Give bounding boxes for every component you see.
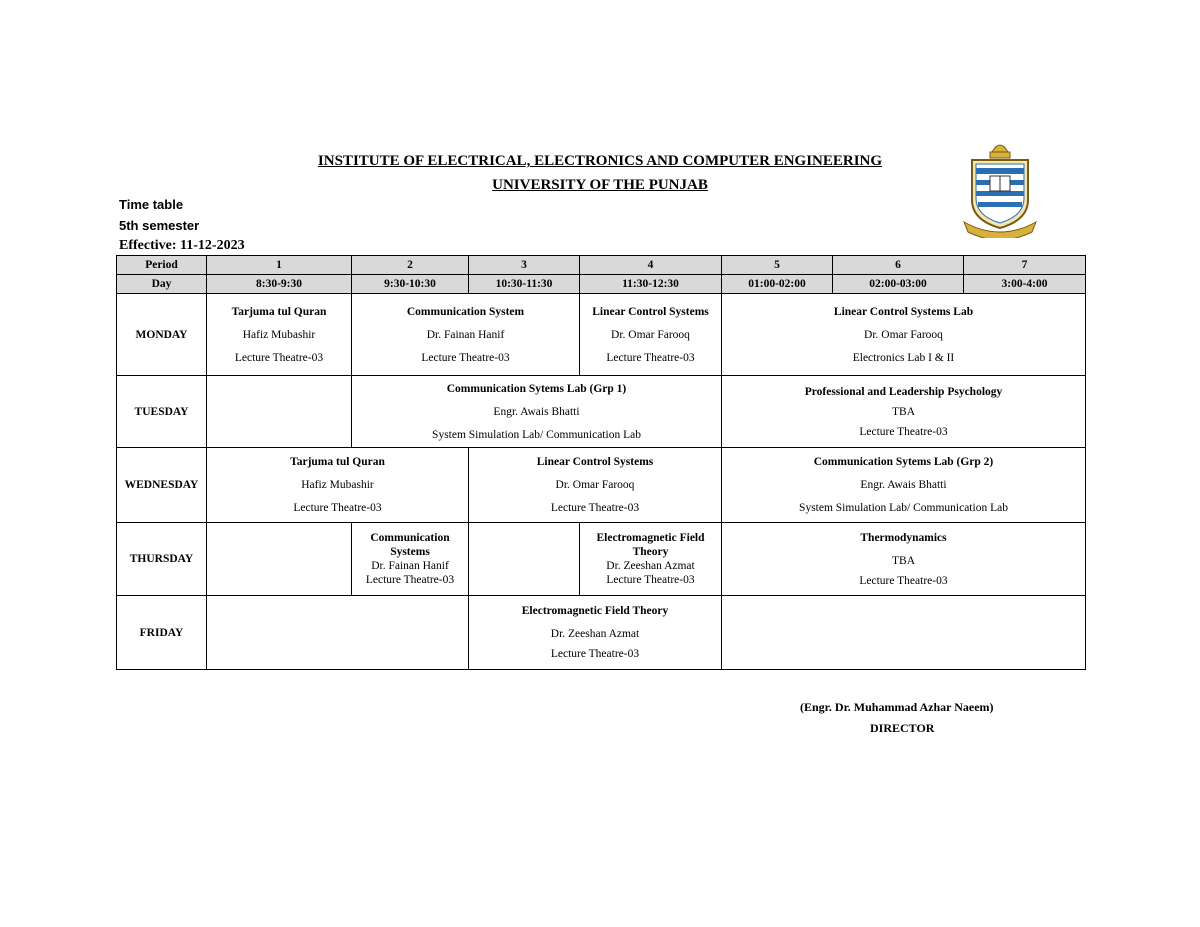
teacher-name: Hafiz Mubashir	[242, 328, 316, 341]
day-label-thursday: THURSDAY	[117, 522, 207, 596]
teacher-name: Engr. Awais Bhatti	[860, 479, 947, 492]
period-number: 5	[722, 256, 833, 275]
course-name: Electromagnetic Field Theory	[521, 605, 669, 618]
class-cell	[207, 294, 352, 376]
course-name: Communication Sytems Lab (Grp 2)	[813, 456, 994, 469]
room-name: Electronics Lab I & II	[852, 351, 955, 364]
time-slot: 10:30-11:30	[469, 275, 580, 294]
room-name: Lecture Theatre-03	[234, 351, 324, 364]
day-label-wednesday: WEDNESDAY	[117, 448, 207, 523]
teacher-name: TBA	[892, 554, 915, 567]
room-name: Lecture Theatre-03	[606, 351, 695, 364]
course-name: Communication Sytems Lab (Grp 1)	[446, 382, 627, 395]
monday-row	[117, 294, 1086, 376]
room-name: Lecture Theatre-03	[421, 351, 510, 364]
course-name: Thermodynamics	[860, 531, 947, 544]
empty-cell	[207, 522, 352, 596]
course-name: Linear Control Systems	[592, 305, 709, 318]
class-cell	[207, 448, 469, 523]
period-number: 3	[469, 256, 580, 275]
university-title: UNIVERSITY OF THE PUNJAB	[492, 177, 708, 193]
class-cell	[580, 522, 722, 596]
tuesday-row	[117, 375, 1086, 448]
room-name: Lecture Theatre-03	[606, 574, 695, 587]
semester-label: 5th semester	[119, 218, 200, 233]
course-name: Tarjuma tul Quran	[231, 305, 327, 318]
friday-row	[117, 596, 1086, 670]
period-number: 4	[580, 256, 722, 275]
room-name: Lecture Theatre-03	[859, 425, 948, 438]
period-number: 1	[207, 256, 352, 275]
wednesday-row	[117, 448, 1086, 523]
day-label-tuesday: TUESDAY	[117, 375, 207, 448]
class-cell	[722, 375, 1086, 448]
class-cell	[352, 375, 722, 448]
day-label-monday: MONDAY	[117, 294, 207, 376]
period-number: 6	[833, 256, 964, 275]
room-name: Lecture Theatre-03	[550, 502, 640, 515]
course-name: Communication System	[406, 305, 525, 318]
empty-cell	[207, 596, 469, 670]
teacher-name: Dr. Omar Farooq	[864, 328, 943, 341]
course-name: Tarjuma tul Quran	[290, 456, 385, 469]
teacher-name: Dr. Zeeshan Azmat	[550, 628, 640, 641]
teacher-name: Engr. Awais Bhatti	[493, 405, 580, 418]
room-name: Lecture Theatre-03	[550, 648, 640, 661]
day-header: Day	[117, 275, 207, 294]
teacher-name: Dr. Fainan Hanif	[426, 328, 505, 341]
class-cell	[722, 448, 1086, 523]
director-title: DIRECTOR	[870, 721, 935, 735]
period-number: 7	[964, 256, 1086, 275]
class-cell	[580, 294, 722, 376]
time-slot: 01:00-02:00	[722, 275, 833, 294]
period-header: Period	[117, 256, 207, 275]
empty-cell	[469, 522, 580, 596]
time-slot: 02:00-03:00	[833, 275, 964, 294]
director-name: (Engr. Dr. Muhammad Azhar Naeem)	[800, 700, 994, 714]
timetable-label: Time table	[119, 197, 184, 212]
teacher-name: Dr. Zeeshan Azmat	[606, 560, 695, 573]
teacher-name: Hafiz Mubashir	[301, 479, 374, 492]
course-name: Communication Systems	[370, 532, 450, 559]
class-cell	[722, 294, 1086, 376]
period-row	[117, 256, 1086, 275]
empty-cell	[207, 375, 352, 448]
empty-cell	[722, 596, 1086, 670]
university-crest-logo	[962, 138, 1038, 238]
time-slot: 9:30-10:30	[352, 275, 469, 294]
class-cell	[352, 294, 580, 376]
course-name: Linear Control Systems Lab	[833, 305, 974, 318]
room-name: Lecture Theatre-03	[365, 574, 455, 587]
thursday-row	[117, 522, 1086, 596]
room-name: System Simulation Lab/ Communication Lab	[432, 428, 641, 441]
time-slot: 8:30-9:30	[207, 275, 352, 294]
timetable-grid	[116, 255, 1086, 670]
period-number: 2	[352, 256, 469, 275]
class-cell	[722, 522, 1086, 596]
teacher-name: Dr. Fainan Hanif	[371, 560, 449, 573]
teacher-name: TBA	[892, 405, 915, 418]
room-name: Lecture Theatre-03	[293, 502, 382, 515]
room-name: Lecture Theatre-03	[859, 574, 948, 587]
institute-title: INSTITUTE OF ELECTRICAL, ELECTRONICS AND COMPUTER ENGINEERING	[317, 153, 883, 169]
course-name: Linear Control Systems	[536, 456, 654, 469]
time-slot: 11:30-12:30	[580, 275, 722, 294]
day-time-row	[117, 275, 1086, 294]
course-name: Professional and Leadership Psychology	[804, 385, 1003, 398]
day-label-friday: FRIDAY	[117, 596, 207, 670]
teacher-name: Dr. Omar Farooq	[555, 479, 635, 492]
class-cell	[469, 448, 722, 523]
room-name: System Simulation Lab/ Communication Lab	[799, 502, 1008, 515]
course-name: Electromagnetic Field Theory	[596, 532, 705, 559]
class-cell	[469, 596, 722, 670]
time-slot: 3:00-4:00	[964, 275, 1086, 294]
class-cell	[352, 522, 469, 596]
teacher-name: Dr. Omar Farooq	[611, 328, 690, 341]
effective-date: Effective: 11-12-2023	[119, 238, 245, 253]
